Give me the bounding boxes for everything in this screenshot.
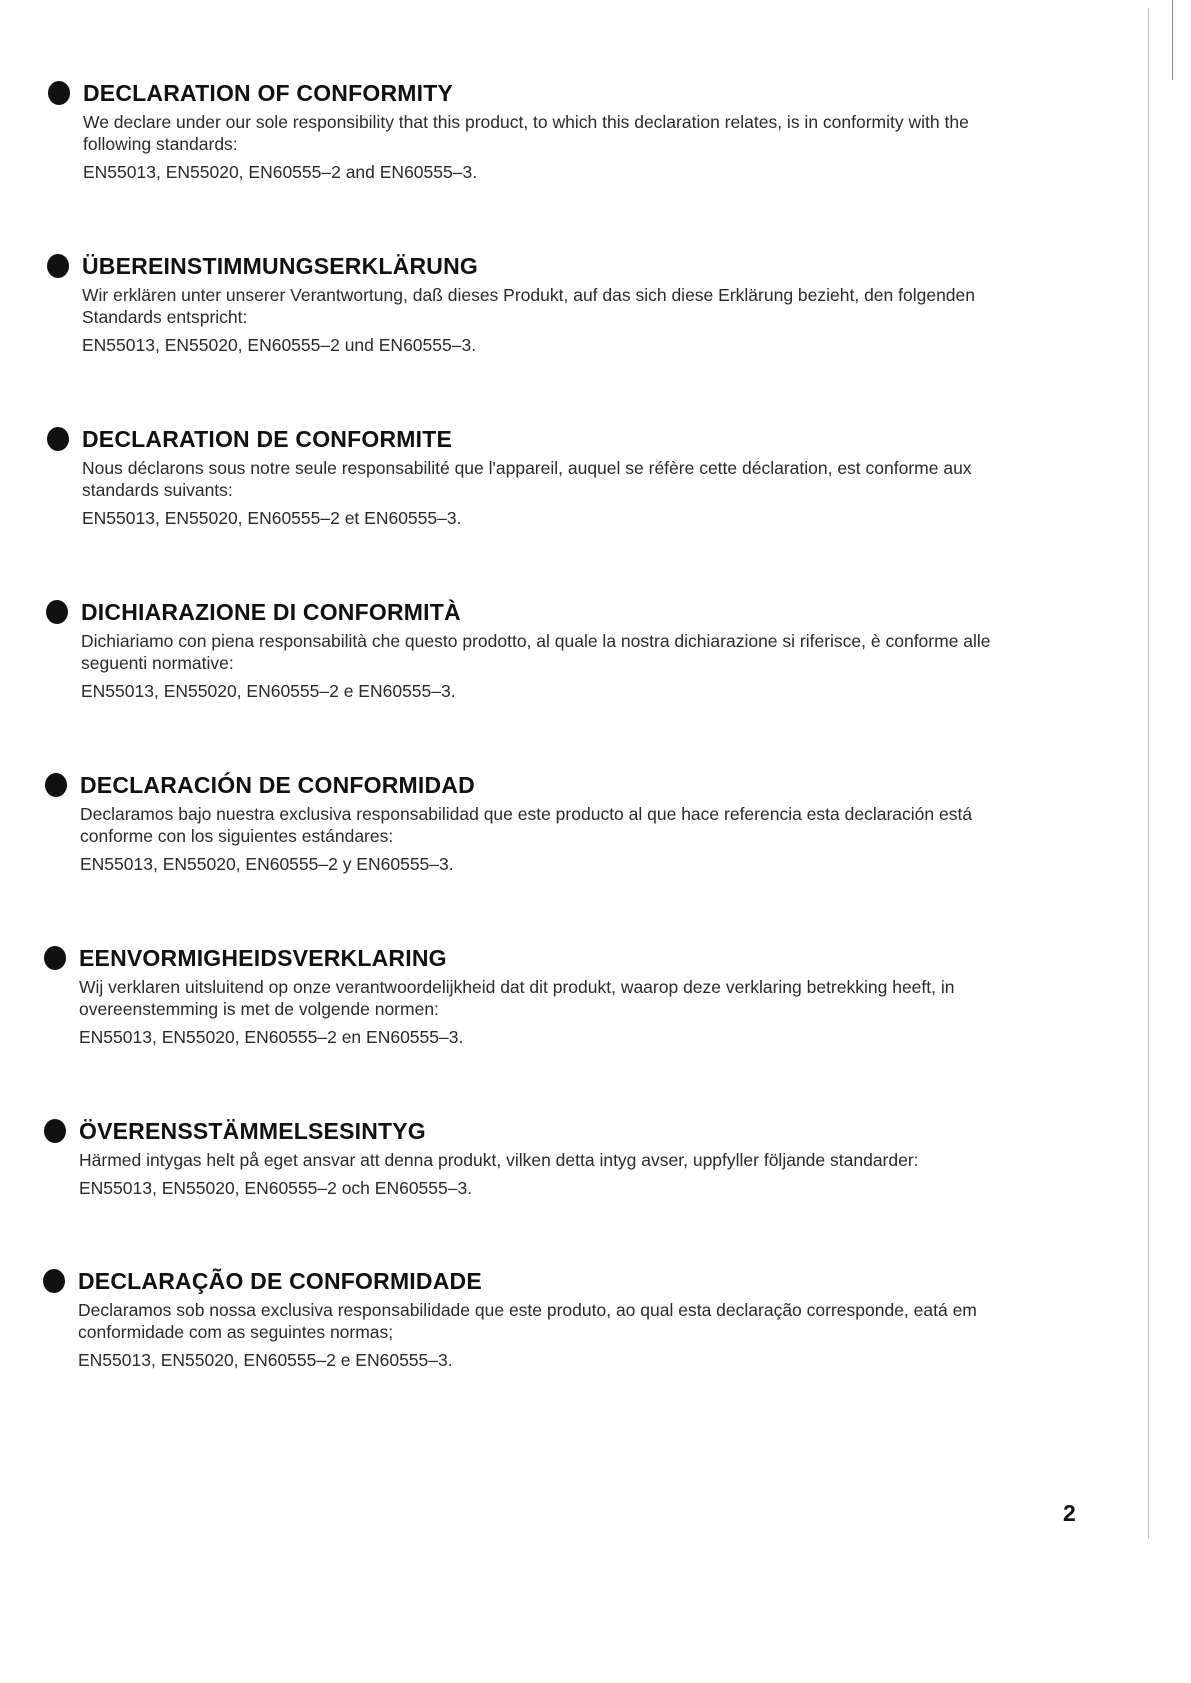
- scan-edge-line: [1148, 8, 1149, 1538]
- section-standards: EN55013, EN55020, EN60555–2 e EN60555–3.: [81, 681, 456, 701]
- section-italian: [46, 598, 1036, 702]
- section-text: Härmed intygas helt på eget ansvar att denna produkt, vilken detta intyg avser, uppfyller följande standarder:: [79, 1150, 919, 1170]
- section-heading: [47, 252, 1037, 280]
- section-title: ÖVERENSSTÄMMELSESINTYG: [79, 1118, 426, 1144]
- section-standards: EN55013, EN55020, EN60555–2 och EN60555–3.: [79, 1178, 473, 1198]
- section-german: [47, 252, 1037, 356]
- bullet-icon: [48, 81, 70, 105]
- bullet-icon: [47, 254, 69, 278]
- bullet-icon: [46, 600, 68, 624]
- section-standards: EN55013, EN55020, EN60555–2 und EN60555–3.: [82, 335, 477, 355]
- section-spanish: [45, 771, 1035, 875]
- bullet-icon: [47, 427, 69, 451]
- page-number: 2: [1063, 1500, 1076, 1526]
- section-heading: [44, 944, 1034, 972]
- section-text: We declare under our sole responsibility that this product, to which this declaration relates, is in conformity with the following standards:: [83, 112, 969, 154]
- section-title: DECLARATION OF CONFORMITY: [83, 80, 453, 106]
- section-text: Dichiariamo con piena responsabilità che questo prodotto, al quale la nostra dichiarazione si riferisce, è conforme alle seguenti normative:: [81, 631, 991, 673]
- section-heading: [47, 425, 1037, 453]
- section-heading: [48, 79, 1038, 107]
- section-text: Declaramos sob nossa exclusiva responsabilidade que este produto, ao qual esta declaração corresponde, eatá em conformidade com as seguintes normas;: [78, 1300, 977, 1342]
- section-standards: EN55013, EN55020, EN60555–2 and EN60555–3.: [83, 162, 478, 182]
- section-standards: EN55013, EN55020, EN60555–2 en EN60555–3.: [79, 1027, 464, 1047]
- section-text: Declaramos bajo nuestra exclusiva responsabilidad que este producto al que hace referencia esta declaración está conforme con los siguientes estándares:: [80, 804, 973, 846]
- bullet-icon: [45, 773, 67, 797]
- section-french: [47, 425, 1037, 529]
- section-title: DECLARACIÓN DE CONFORMIDAD: [80, 772, 475, 798]
- bullet-icon: [44, 946, 66, 970]
- section-swedish: [44, 1117, 1034, 1199]
- section-title: DECLARAÇÃO DE CONFORMIDADE: [78, 1268, 482, 1294]
- section-standards: EN55013, EN55020, EN60555–2 e EN60555–3.: [78, 1350, 453, 1370]
- section-heading: [45, 771, 1035, 799]
- section-text: Nous déclarons sous notre seule responsabilité que l'appareil, auquel se réfère cette déclaration, est conforme aux standards suivants:: [82, 458, 972, 500]
- section-title: DICHIARAZIONE DI CONFORMITÀ: [81, 599, 461, 625]
- section-heading: [46, 598, 1036, 626]
- section-title: ÜBEREINSTIMMUNGSERKLÄRUNG: [82, 253, 478, 279]
- scan-edge-line: [1172, 0, 1173, 80]
- section-title: EENVORMIGHEIDSVERKLARING: [79, 945, 447, 971]
- section-title: DECLARATION DE CONFORMITE: [82, 426, 453, 452]
- section-dutch: [44, 944, 1034, 1048]
- section-heading: [44, 1117, 1034, 1145]
- section-portuguese: [43, 1267, 1033, 1371]
- section-standards: EN55013, EN55020, EN60555–2 et EN60555–3.: [82, 508, 462, 528]
- bullet-icon: [43, 1269, 65, 1293]
- section-english: [48, 79, 1038, 183]
- section-text: Wir erklären unter unserer Verantwortung, daß dieses Produkt, auf das sich diese Erklärung bezieht, den folgenden Standards entspricht:: [82, 285, 976, 327]
- section-standards: EN55013, EN55020, EN60555–2 y EN60555–3.: [80, 854, 454, 874]
- section-heading: [43, 1267, 1033, 1295]
- section-text: Wij verklaren uitsluitend op onze verantwoordelijkheid dat dit produkt, waarop deze verklaring betrekking heeft, in overeenstemming is met de volgende normen:: [79, 977, 955, 1019]
- bullet-icon: [44, 1119, 66, 1143]
